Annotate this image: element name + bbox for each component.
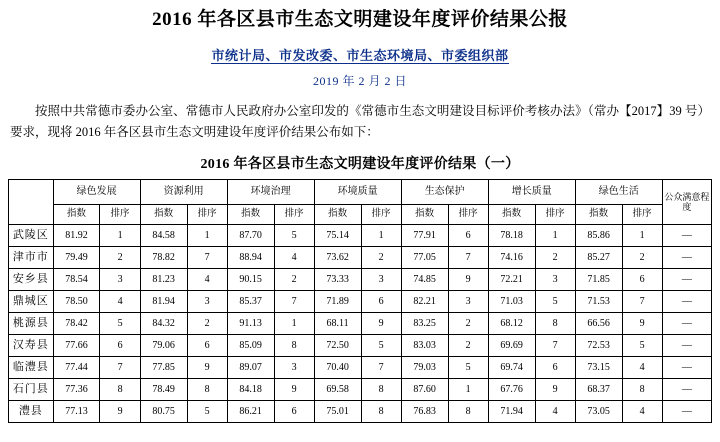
cell-rank: 5 xyxy=(100,313,140,335)
cell-rank: 5 xyxy=(448,357,488,379)
cell-rank: 8 xyxy=(187,379,227,401)
header-rank-7: 排序 xyxy=(622,205,662,225)
cell-index: 88.94 xyxy=(227,247,274,269)
cell-rank: 9 xyxy=(448,269,488,291)
cell-rank: 9 xyxy=(187,357,227,379)
cell-rank: 6 xyxy=(100,335,140,357)
cell-rank: 3 xyxy=(361,269,401,291)
cell-index: 79.49 xyxy=(53,247,100,269)
cell-rank: 9 xyxy=(100,401,140,423)
cell-rank: 6 xyxy=(448,225,488,247)
cell-rank: 2 xyxy=(187,313,227,335)
cell-index: 74.16 xyxy=(488,247,535,269)
cell-index: 78.18 xyxy=(488,225,535,247)
cell-index: 77.05 xyxy=(401,247,448,269)
cell-rank: 7 xyxy=(187,247,227,269)
cell-rank: 4 xyxy=(187,269,227,291)
table-row xyxy=(9,247,712,269)
row-region: 汉寿县 xyxy=(9,335,54,357)
cell-rank: 3 xyxy=(187,291,227,313)
cell-rank: 2 xyxy=(535,247,575,269)
cell-index: 89.07 xyxy=(227,357,274,379)
header-group-green-life: 绿色生活 xyxy=(575,180,662,205)
evaluation-results-table xyxy=(8,179,712,423)
cell-index: 71.03 xyxy=(488,291,535,313)
row-region: 石门县 xyxy=(9,379,54,401)
cell-public-satisfaction: — xyxy=(662,313,711,335)
cell-rank: 8 xyxy=(535,313,575,335)
cell-index: 69.58 xyxy=(314,379,361,401)
cell-index: 66.56 xyxy=(575,313,622,335)
cell-rank: 7 xyxy=(622,291,662,313)
cell-index: 77.36 xyxy=(53,379,100,401)
cell-public-satisfaction: — xyxy=(662,291,711,313)
cell-index: 75.01 xyxy=(314,401,361,423)
row-region: 桃源县 xyxy=(9,313,54,335)
cell-rank: 6 xyxy=(535,357,575,379)
cell-rank: 5 xyxy=(274,225,314,247)
header-rank-6: 排序 xyxy=(535,205,575,225)
header-index-3: 指数 xyxy=(227,205,274,225)
header-group-resource-utilization: 资源利用 xyxy=(140,180,227,205)
cell-rank: 4 xyxy=(535,401,575,423)
cell-rank: 9 xyxy=(274,379,314,401)
cell-index: 68.11 xyxy=(314,313,361,335)
cell-index: 78.49 xyxy=(140,379,187,401)
cell-rank: 1 xyxy=(535,225,575,247)
cell-index: 72.53 xyxy=(575,335,622,357)
cell-rank: 5 xyxy=(622,335,662,357)
cell-rank: 3 xyxy=(448,291,488,313)
header-index-2: 指数 xyxy=(140,205,187,225)
cell-rank: 8 xyxy=(448,401,488,423)
row-region: 安乡县 xyxy=(9,269,54,291)
cell-rank: 8 xyxy=(100,379,140,401)
table-body xyxy=(9,225,712,423)
cell-index: 91.13 xyxy=(227,313,274,335)
cell-index: 68.12 xyxy=(488,313,535,335)
cell-index: 78.50 xyxy=(53,291,100,313)
cell-rank: 1 xyxy=(361,225,401,247)
row-region: 津市市 xyxy=(9,247,54,269)
cell-rank: 7 xyxy=(361,357,401,379)
header-group-environmental-governance: 环境治理 xyxy=(227,180,314,205)
cell-index: 85.37 xyxy=(227,291,274,313)
row-region: 临澧县 xyxy=(9,357,54,379)
cell-index: 73.62 xyxy=(314,247,361,269)
cell-index: 68.37 xyxy=(575,379,622,401)
cell-rank: 1 xyxy=(448,379,488,401)
cell-index: 87.60 xyxy=(401,379,448,401)
row-region: 澧县 xyxy=(9,401,54,423)
cell-index: 71.53 xyxy=(575,291,622,313)
table-row xyxy=(9,313,712,335)
header-group-growth-quality: 增长质量 xyxy=(488,180,575,205)
cell-rank: 9 xyxy=(622,313,662,335)
cell-index: 78.42 xyxy=(53,313,100,335)
cell-index: 90.15 xyxy=(227,269,274,291)
table-title: 2016 年各区县市生态文明建设年度评价结果（一） xyxy=(200,157,520,173)
cell-rank: 6 xyxy=(361,291,401,313)
cell-index: 84.32 xyxy=(140,313,187,335)
cell-index: 71.89 xyxy=(314,291,361,313)
table-row xyxy=(9,225,712,247)
header-group-ecological-protection: 生态保护 xyxy=(401,180,488,205)
cell-index: 72.50 xyxy=(314,335,361,357)
cell-rank: 1 xyxy=(187,225,227,247)
cell-rank: 5 xyxy=(187,401,227,423)
cell-index: 85.27 xyxy=(575,247,622,269)
cell-index: 71.85 xyxy=(575,269,622,291)
document-page xyxy=(0,8,720,442)
cell-index: 79.06 xyxy=(140,335,187,357)
cell-index: 77.44 xyxy=(53,357,100,379)
cell-index: 76.83 xyxy=(401,401,448,423)
cell-rank: 8 xyxy=(622,379,662,401)
cell-rank: 1 xyxy=(622,225,662,247)
body-paragraph: 按照中共常德市委办公室、常德市人民政府办公室印发的《常德市生态文明建设目标评价考核办法》（常办【2017】39 号）要求，现将 2016 年各区县市生态文明建设年度评价结果公布如下： xyxy=(10,103,710,139)
table-row xyxy=(9,401,712,423)
header-rank-5: 排序 xyxy=(448,205,488,225)
cell-index: 77.85 xyxy=(140,357,187,379)
cell-index: 84.58 xyxy=(140,225,187,247)
page-title: 2016 年各区县市生态文明建设年度评价结果公报 xyxy=(152,9,568,30)
cell-index: 74.85 xyxy=(401,269,448,291)
issuing-departments-text: 市统计局、市发改委、市生态环境局、市委组织部 xyxy=(211,47,509,63)
cell-index: 86.21 xyxy=(227,401,274,423)
cell-rank: 6 xyxy=(187,335,227,357)
issuing-departments xyxy=(0,45,720,64)
table-row xyxy=(9,269,712,291)
table-row xyxy=(9,335,712,357)
cell-index: 72.21 xyxy=(488,269,535,291)
cell-index: 71.94 xyxy=(488,401,535,423)
cell-rank: 6 xyxy=(622,269,662,291)
cell-index: 69.69 xyxy=(488,335,535,357)
cell-rank: 2 xyxy=(448,313,488,335)
cell-index: 70.40 xyxy=(314,357,361,379)
cell-index: 82.21 xyxy=(401,291,448,313)
header-group-environmental-quality: 环境质量 xyxy=(314,180,401,205)
cell-index: 80.75 xyxy=(140,401,187,423)
cell-rank: 8 xyxy=(274,335,314,357)
publish-date: 2019 年 2 月 2 日 xyxy=(312,73,407,88)
cell-rank: 3 xyxy=(100,269,140,291)
cell-rank: 2 xyxy=(361,247,401,269)
cell-index: 77.66 xyxy=(53,335,100,357)
table-row xyxy=(9,291,712,313)
cell-index: 83.25 xyxy=(401,313,448,335)
table-row xyxy=(9,379,712,401)
header-index-7: 指数 xyxy=(575,205,622,225)
cell-rank: 9 xyxy=(361,313,401,335)
header-rank-3: 排序 xyxy=(274,205,314,225)
cell-index: 87.70 xyxy=(227,225,274,247)
cell-public-satisfaction: — xyxy=(662,247,711,269)
cell-index: 67.76 xyxy=(488,379,535,401)
cell-public-satisfaction: — xyxy=(662,401,711,423)
cell-index: 79.03 xyxy=(401,357,448,379)
cell-rank: 3 xyxy=(274,357,314,379)
cell-rank: 4 xyxy=(100,291,140,313)
cell-index: 81.23 xyxy=(140,269,187,291)
cell-rank: 6 xyxy=(274,401,314,423)
cell-index: 81.92 xyxy=(53,225,100,247)
cell-rank: 7 xyxy=(535,335,575,357)
cell-index: 78.82 xyxy=(140,247,187,269)
cell-rank: 1 xyxy=(274,313,314,335)
cell-public-satisfaction: — xyxy=(662,335,711,357)
cell-public-satisfaction: — xyxy=(662,225,711,247)
cell-index: 75.14 xyxy=(314,225,361,247)
table-row xyxy=(9,357,712,379)
cell-rank: 4 xyxy=(622,401,662,423)
cell-index: 85.86 xyxy=(575,225,622,247)
cell-index: 83.03 xyxy=(401,335,448,357)
cell-rank: 5 xyxy=(361,335,401,357)
header-public-satisfaction: 公众满意程度 xyxy=(662,180,711,225)
cell-rank: 2 xyxy=(622,247,662,269)
cell-index: 84.18 xyxy=(227,379,274,401)
row-region: 武陵区 xyxy=(9,225,54,247)
cell-index: 73.05 xyxy=(575,401,622,423)
header-rank-4: 排序 xyxy=(361,205,401,225)
cell-rank: 7 xyxy=(448,247,488,269)
cell-index: 77.13 xyxy=(53,401,100,423)
cell-index: 77.91 xyxy=(401,225,448,247)
header-group-green-development: 绿色发展 xyxy=(53,180,140,205)
cell-rank: 4 xyxy=(274,247,314,269)
cell-index: 73.33 xyxy=(314,269,361,291)
header-index-1: 指数 xyxy=(53,205,100,225)
cell-rank: 7 xyxy=(274,291,314,313)
cell-public-satisfaction: — xyxy=(662,357,711,379)
cell-public-satisfaction: — xyxy=(662,269,711,291)
cell-rank: 8 xyxy=(361,379,401,401)
cell-rank: 8 xyxy=(361,401,401,423)
header-rank-2: 排序 xyxy=(187,205,227,225)
cell-index: 85.09 xyxy=(227,335,274,357)
header-index-6: 指数 xyxy=(488,205,535,225)
cell-rank: 2 xyxy=(100,247,140,269)
header-region xyxy=(9,180,54,225)
cell-rank: 2 xyxy=(274,269,314,291)
cell-rank: 1 xyxy=(100,225,140,247)
cell-rank: 9 xyxy=(535,379,575,401)
cell-index: 81.94 xyxy=(140,291,187,313)
cell-rank: 7 xyxy=(100,357,140,379)
header-index-5: 指数 xyxy=(401,205,448,225)
cell-rank: 5 xyxy=(535,291,575,313)
cell-index: 73.15 xyxy=(575,357,622,379)
cell-rank: 4 xyxy=(622,357,662,379)
header-index-4: 指数 xyxy=(314,205,361,225)
cell-index: 78.54 xyxy=(53,269,100,291)
cell-rank: 2 xyxy=(448,335,488,357)
header-rank-1: 排序 xyxy=(100,205,140,225)
cell-rank: 3 xyxy=(535,269,575,291)
cell-public-satisfaction: — xyxy=(662,379,711,401)
row-region: 鼎城区 xyxy=(9,291,54,313)
cell-index: 69.74 xyxy=(488,357,535,379)
